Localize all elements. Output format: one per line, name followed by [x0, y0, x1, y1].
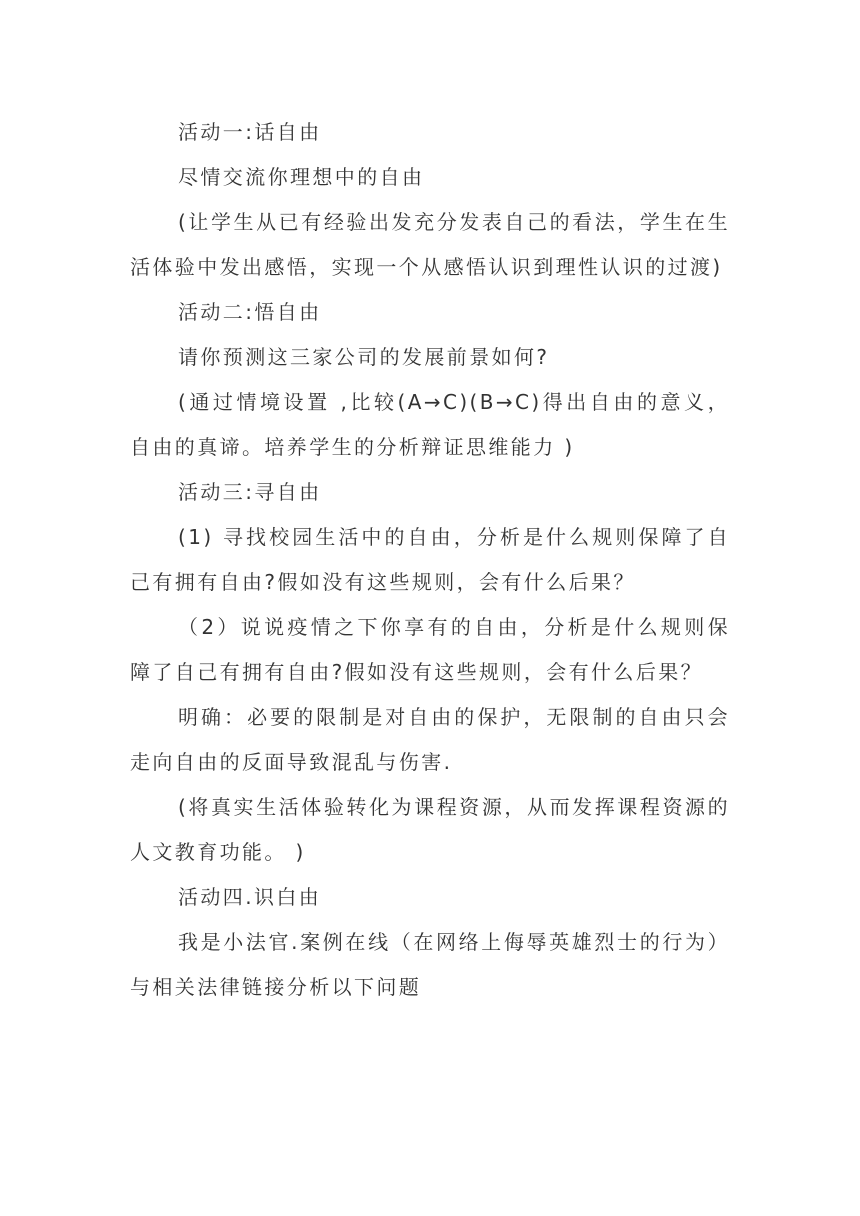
paragraph: 我是小法官.案例在线（在网络上侮辱英雄烈士的行为）与相关法律链接分析以下问题: [130, 930, 730, 999]
paragraph: (通过情境设置 ,比较(A→C)(B→C)得出自由的意义，自由的真谛。培养学生的分析辩证思维能力 ): [130, 390, 730, 459]
paragraph: (将真实生活体验转化为课程资源，从而发挥课程资源的人文教育功能。 ): [130, 795, 730, 864]
heading-activity-4: 活动四.识白由: [178, 885, 322, 909]
paragraph: (让学生从已有经验出发充分发表自己的看法，学生在生活体验中发出感悟，实现一个从感悟认识到理性认识的过渡): [130, 210, 730, 279]
paragraph: 尽情交流你理想中的自由: [178, 165, 425, 189]
paragraph: 请你预测这三家公司的发展前景如何?: [178, 345, 550, 369]
heading-activity-2: 活动二:悟自由: [178, 300, 322, 324]
paragraph: (1) 寻找校园生活中的自由，分析是什么规则保障了自己有拥有自由?假如没有这些规则，会有什么后果？: [130, 525, 730, 594]
paragraph: （2）说说疫情之下你享有的自由，分析是什么规则保障了自己有拥有自由?假如没有这些规则，会有什么后果？: [130, 615, 730, 684]
paragraph: 明确：必要的限制是对自由的保护，无限制的自由只会走向自由的反面导致混乱与伤害.: [130, 705, 730, 774]
heading-activity-1: 活动一:话自由: [178, 120, 322, 144]
document-body: [130, 110, 730, 1010]
heading-activity-3: 活动三:寻自由: [178, 480, 322, 504]
